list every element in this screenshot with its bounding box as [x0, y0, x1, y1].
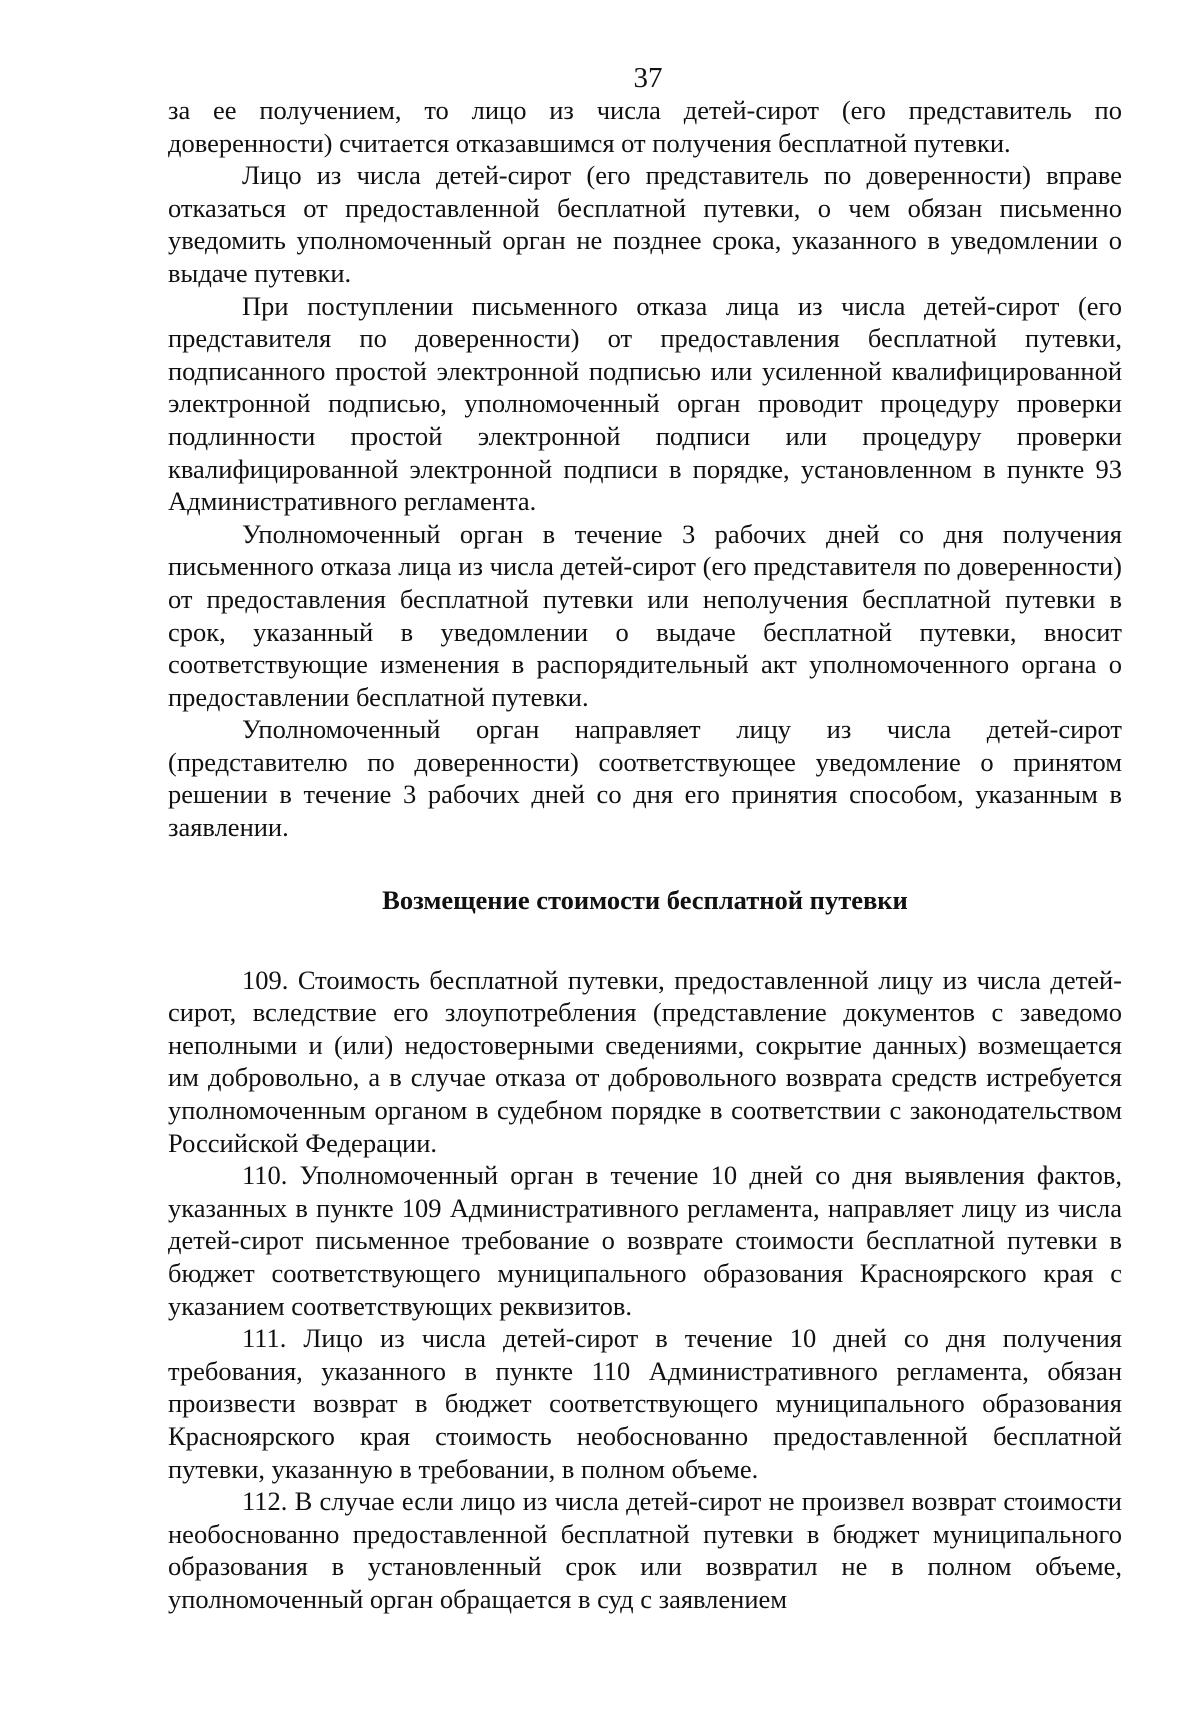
- clause-112: 112. В случае если лицо из числа детей-сирот не произвел возврат стоимости необоснованно предоставленной бесплатной путевки в бюджет муниципального образования в установленный срок или возвратил не в полном объеме, уполномоченный орган обращается в суд с заявлением: [168, 1486, 1122, 1614]
- paragraph-signature-check: При поступлении письменного отказа лица из числа детей-сирот (его представителя по доверенности) от предоставления бесплатной путевки, подписанного простой электронной подписью или усиленной квалифицированной электронной подписью, уполномоченный орган проводит процедуру проверки подлинности простой электронной подписи или процедуру проверки квалифицированной электронной подписи в порядке, установленном в пункте 93 Административного регламента.: [168, 290, 1122, 517]
- clause-111: 111. Лицо из числа детей-сирот в течение 10 дней со дня получения требования, указанного в пункте 110 Административного регламента, обязан произвести возврат в бюджет соответствующего муниципального образования Красноярского края стоимость необоснованно предоставленной бесплатной путевки, указанную в требовании, в полном объеме.: [168, 1323, 1122, 1484]
- paragraph-act-changes: Уполномоченный орган в течение 3 рабочих дней со дня получения письменного отказа лица из числа детей-сирот (его представителя по доверенности) от предоставления бесплатной путевки или неполучения бесплатной путевки в срок, указанный в уведомлении о выдаче бесплатной путевки, вносит соответствующие изменения в распорядительный акт уполномоченного органа о предоставлении бесплатной путевки.: [168, 518, 1122, 712]
- clause-110: 110. Уполномоченный орган в течение 10 дней со дня выявления фактов, указанных в пункте 109 Административного регламента, направляет лицу из числа детей-сирот письменное требование о возврате стоимости бесплатной путевки в бюджет соответствующего муниципального образования Красноярского края с указанием соответствующих реквизитов.: [168, 1160, 1122, 1321]
- paragraph-notification: Уполномоченный орган направляет лицу из числа детей-сирот (представителю по доверенности) соответствующее уведомление о принятом решении в течение 3 рабочих дней со дня его принятия способом, указанным в заявлении.: [168, 714, 1122, 843]
- section-heading: Возмещение стоимости бесплатной путевки: [382, 884, 908, 915]
- document-body: [168, 94, 1122, 1616]
- page-number: 37: [633, 62, 663, 94]
- paragraph-continuation: за ее получением, то лицо из числа детей-сирот (его представитель по доверенности) считается отказавшимся от получения бесплатной путевки.: [168, 95, 1122, 158]
- paragraph-refusal-right: Лицо из числа детей-сирот (его представитель по доверенности) вправе отказаться от предоставленной бесплатной путевки, о чем обязан письменно уведомить уполномоченный орган не позднее срока, указанного в уведомлении о выдаче путевки.: [168, 160, 1122, 288]
- clause-109: 109. Стоимость бесплатной путевки, предоставленной лицу из числа детей-сирот, вследствие его злоупотребления (представление документов с заведомо неполными и (или) недостоверными сведениями, сокрытие данных) возмещается им добровольно, а в случае отказа от добровольного возврата средств истребуется уполномоченным органом в судебном порядке в соответствии с законодательством Российской Федерации.: [168, 964, 1122, 1158]
